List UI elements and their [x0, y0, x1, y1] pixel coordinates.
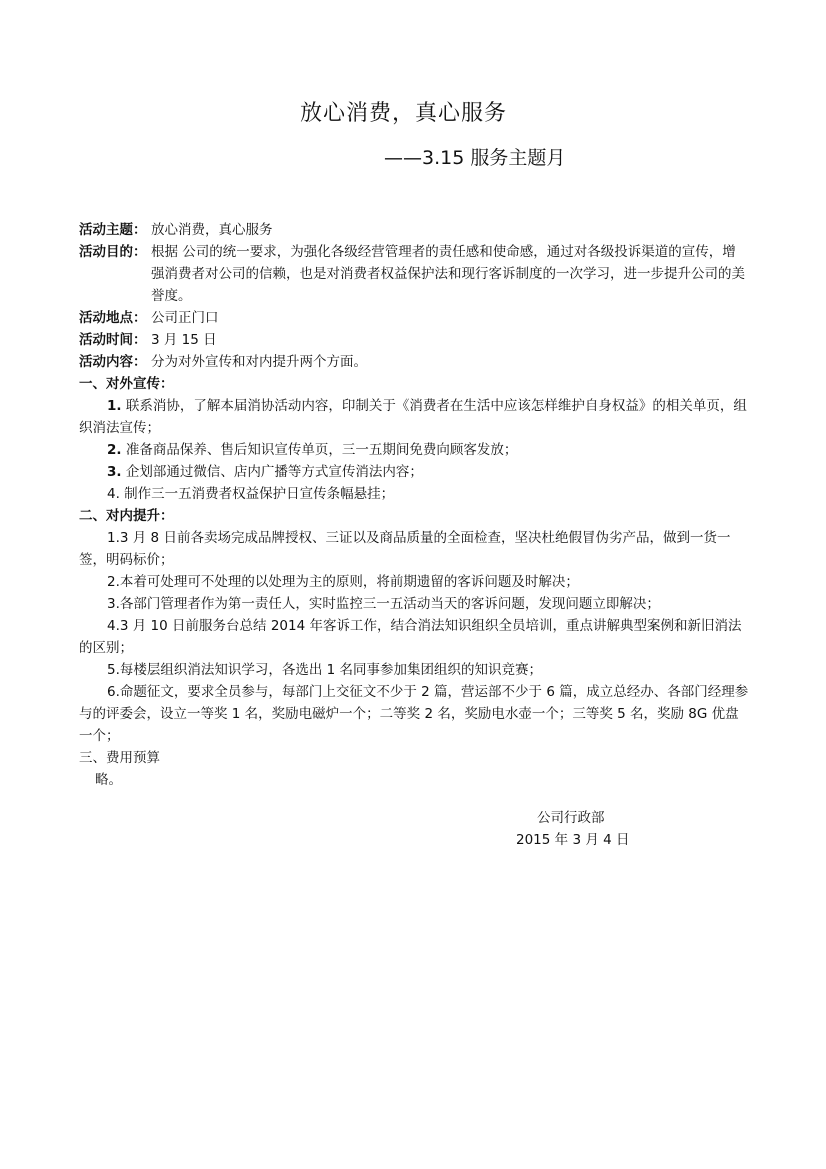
info-label: 活动时间： [79, 332, 147, 348]
item-number: 2. [107, 442, 122, 458]
signature-dept: 公司行政部 [537, 810, 605, 826]
list-item [79, 571, 749, 593]
item-number: 5. [107, 662, 120, 678]
list-item [79, 483, 749, 505]
doc-body [79, 219, 749, 791]
item-text: 准备商品保养、售后知识宣传单页，三一五期间免费向顾客发放； [121, 442, 518, 458]
info-purpose [79, 241, 749, 307]
item-text: 联系消协，了解本届消协活动内容，印制关于《消费者在生活中应该怎样维护自身权益》的相关单页，组织消法宣传； [79, 398, 747, 436]
item-text: 每楼层组织消法知识学习，各选出 1 名同事参加集团组织的知识竞赛； [119, 662, 543, 678]
list-item [79, 527, 749, 571]
item-number: 3. [107, 596, 120, 612]
doc-subtitle: ——3.15 服务主题月 [384, 147, 566, 169]
budget-text: 略。 [95, 772, 122, 788]
list-item [79, 461, 749, 483]
item-text: 命题征文，要求全员参与，每部门上交征文不少于 2 篇，营运部不少于 6 篇，成立总经办、各部门经理参与的评委会，设立一等奖 1 名，奖励电磁炉一个；二等奖 2 名，奖励电水壶一个；三等奖 5 名，奖励 8G 优盘一个； [79, 684, 749, 744]
info-value: 3 月 15 日 [151, 332, 217, 348]
info-label: 活动地点： [79, 310, 147, 326]
section-heading: 三、费用预算 [79, 750, 160, 766]
info-content [79, 351, 749, 373]
item-number: 6. [107, 684, 120, 700]
item-text: 3 月 8 日前各卖场完成品牌授权、三证以及商品质量的全面检查，坚决杜绝假冒伪劣产品，做到一货一签，明码标价； [79, 530, 731, 568]
info-value: 根据 公司的统一要求，为强化各级经营管理者的责任感和使命感，通过对各级投诉渠道的宣传，增强消费者对公司的信赖，也是对消费者权益保护法和现行客诉制度的一次学习，进一步提升公司的美誉度。 [151, 244, 745, 304]
item-number: 2. [107, 574, 120, 590]
list-item [79, 659, 749, 681]
info-theme [79, 219, 749, 241]
item-number: 3. [107, 464, 122, 480]
item-number: 4. [107, 618, 120, 634]
section-heading: 二、对内提升： [79, 508, 174, 524]
list-item [79, 681, 749, 747]
item-number: 4. [107, 486, 120, 502]
item-text: 本着可处理可不处理的以处理为主的原则，将前期遗留的客诉问题及时解决； [119, 574, 579, 590]
info-label: 活动主题： [79, 222, 147, 238]
item-text: 制作三一五消费者权益保护日宣传条幅悬挂； [119, 486, 395, 502]
info-value: 分为对外宣传和对内提升两个方面。 [151, 354, 367, 370]
doc-title: 放心消费，真心服务 [300, 101, 508, 126]
item-number: 1. [107, 530, 120, 546]
list-item [79, 439, 749, 461]
list-item [79, 615, 749, 659]
section-heading: 一、对外宣传： [79, 376, 174, 392]
list-item [79, 593, 749, 615]
signature-date: 2015 年 3 月 4 日 [516, 832, 630, 848]
info-label: 活动内容： [79, 354, 147, 370]
info-value: 放心消费，真心服务 [151, 222, 273, 238]
list-item [79, 395, 749, 439]
item-text: 各部门管理者作为第一责任人，实时监控三一五活动当天的客诉问题，发现问题立即解决； [119, 596, 660, 612]
item-text: 3 月 10 日前服务台总结 2014 年客诉工作，结合消法知识组织全员培训，重点讲解典型案例和新旧消法的区别； [79, 618, 742, 656]
item-number: 1. [107, 398, 122, 414]
info-label: 活动目的： [79, 244, 147, 260]
info-value: 公司正门口 [151, 310, 219, 326]
info-location [79, 307, 749, 329]
info-time [79, 329, 749, 351]
item-text: 企划部通过微信、店内广播等方式宣传消法内容； [121, 464, 423, 480]
